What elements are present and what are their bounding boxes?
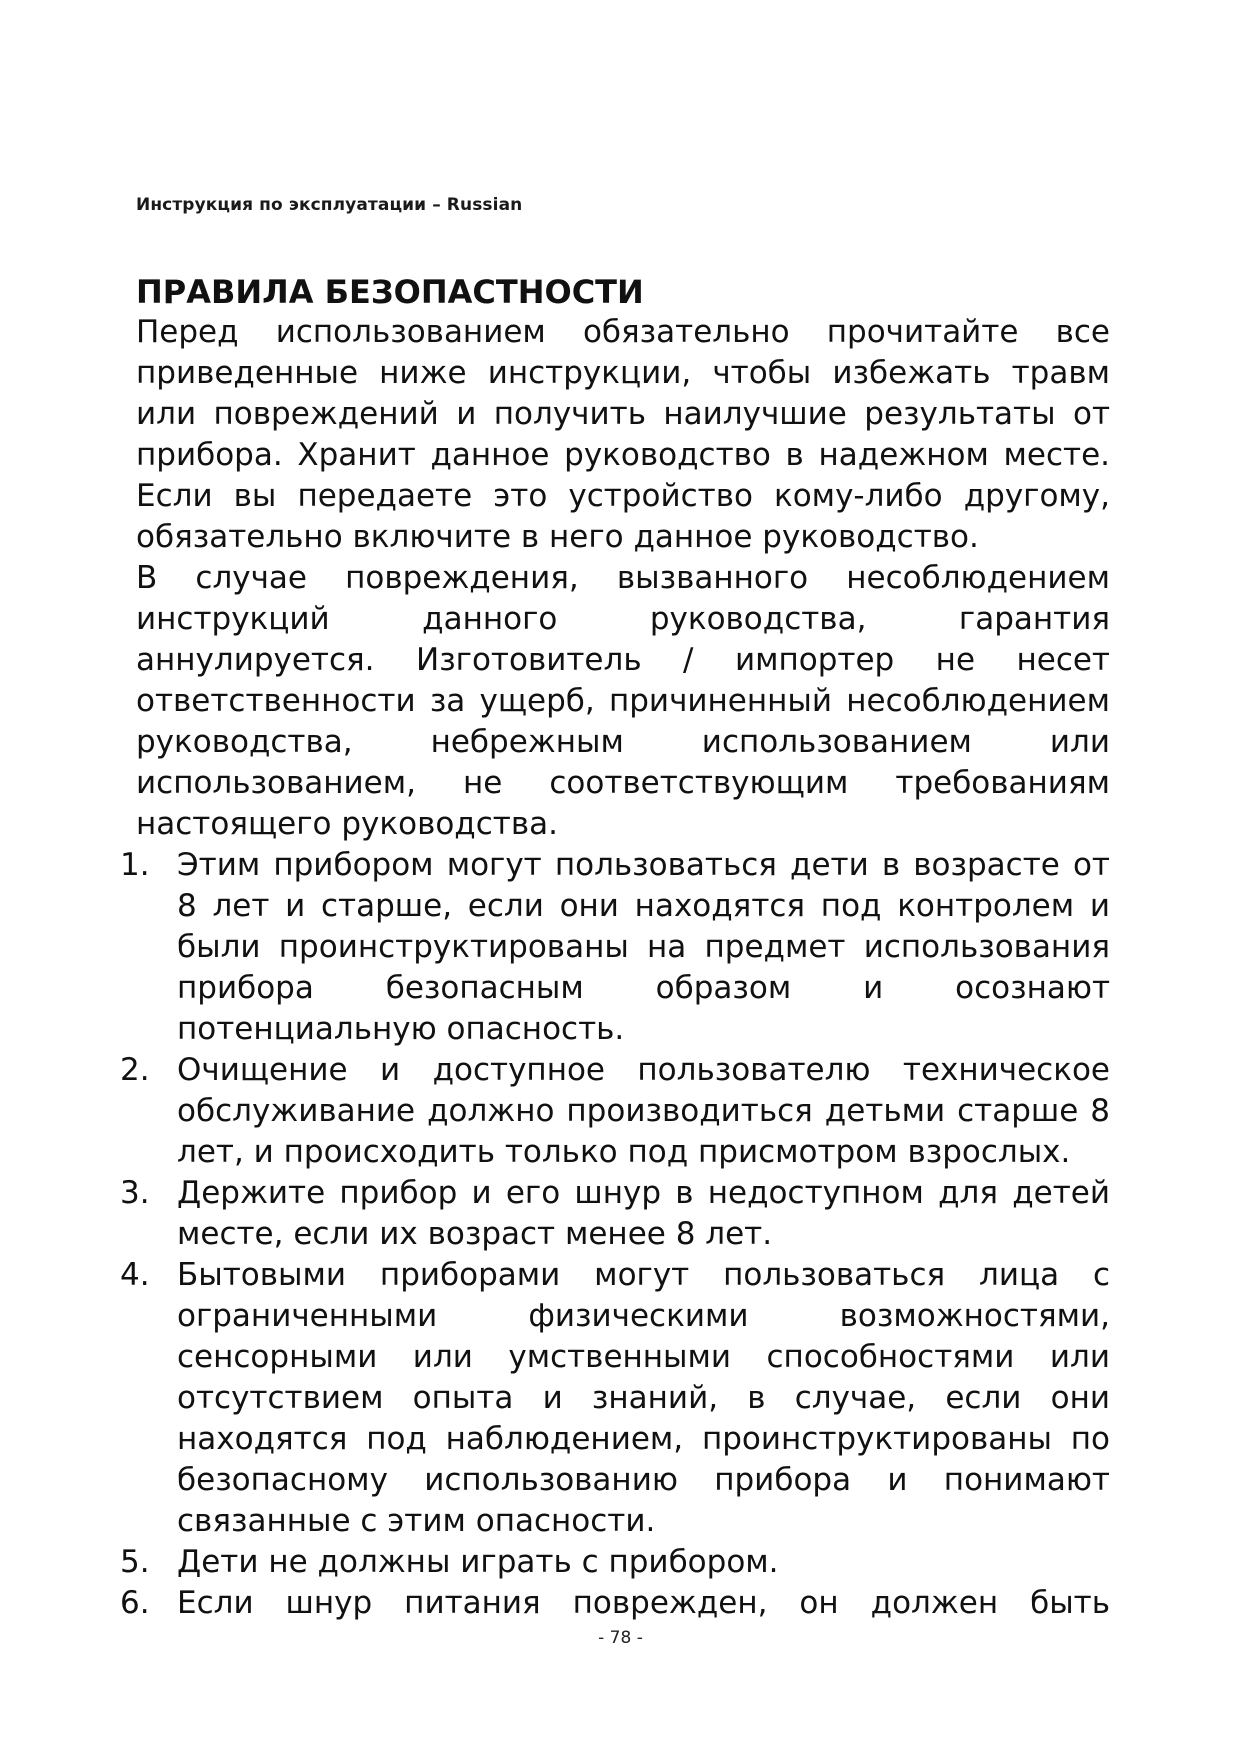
document-body <box>120 272 1110 1624</box>
intro-paragraph: Перед использованием обязательно прочитайте все приведенные ниже инструкции, чтобы избежать травм или повреждений и получить наилучшие результаты от прибора. Хранит данное руководство в надежном месте. Если вы передаете это устройство кому-либо другому, обязательно включите в него данное руководство. <box>136 314 1110 555</box>
list-item <box>120 1050 1110 1173</box>
safety-rules-list <box>120 845 1110 1624</box>
document-header: Инструкция по эксплуатации – Russian <box>136 195 523 215</box>
list-item <box>120 1583 1110 1624</box>
list-item <box>120 845 1110 1050</box>
list-item <box>120 1255 1110 1542</box>
list-item-text: Держите прибор и его шнур в недоступном для детей месте, если их возраст менее 8 лет. <box>177 1175 1110 1252</box>
list-item-number: 4. <box>120 1257 150 1293</box>
list-item-number: 2. <box>120 1052 150 1088</box>
list-item-number: 5. <box>120 1544 150 1580</box>
list-item-number: 6. <box>120 1585 150 1621</box>
list-item-text: Если шнур питания поврежден, он должен быть <box>177 1585 1110 1621</box>
section-title: ПРАВИЛА БЕЗОПАСТНОСТИ <box>136 273 644 311</box>
list-item-text: Бытовыми приборами могут пользоваться лица с ограниченными физическими возможностями, сенсорными или умственными способностями или отсутствием опыта и знаний, в случае, если они находятся под наблюдением, проинструктированы по безопасному использованию прибора и понимают связанные с этим опасности. <box>177 1257 1110 1539</box>
page-number: - 78 - <box>598 1628 643 1648</box>
list-item-number: 1. <box>120 847 150 883</box>
list-item-number: 3. <box>120 1175 150 1211</box>
list-item-text: Этим прибором могут пользоваться дети в возрасте от 8 лет и старше, если они находятся под контролем и были проинструктированы на предмет использования прибора безопасным образом и осознают потенциальную опасность. <box>177 847 1110 1047</box>
list-item <box>120 1542 1110 1583</box>
warranty-paragraph: В случае повреждения, вызванного несоблюдением инструкций данного руководства, гарантия аннулируется. Изготовитель / импортер не несет ответственности за ущерб, причиненный несоблюдением руководства, небрежным использованием или использованием, не соответствующим требованиям настоящего руководства. <box>136 560 1110 842</box>
list-item-text: Дети не должны играть с прибором. <box>177 1544 779 1580</box>
list-item <box>120 1173 1110 1255</box>
list-item-text: Очищение и доступное пользователю техническое обслуживание должно производиться детьми старше 8 лет, и происходить только под присмотром взрослых. <box>177 1052 1110 1170</box>
